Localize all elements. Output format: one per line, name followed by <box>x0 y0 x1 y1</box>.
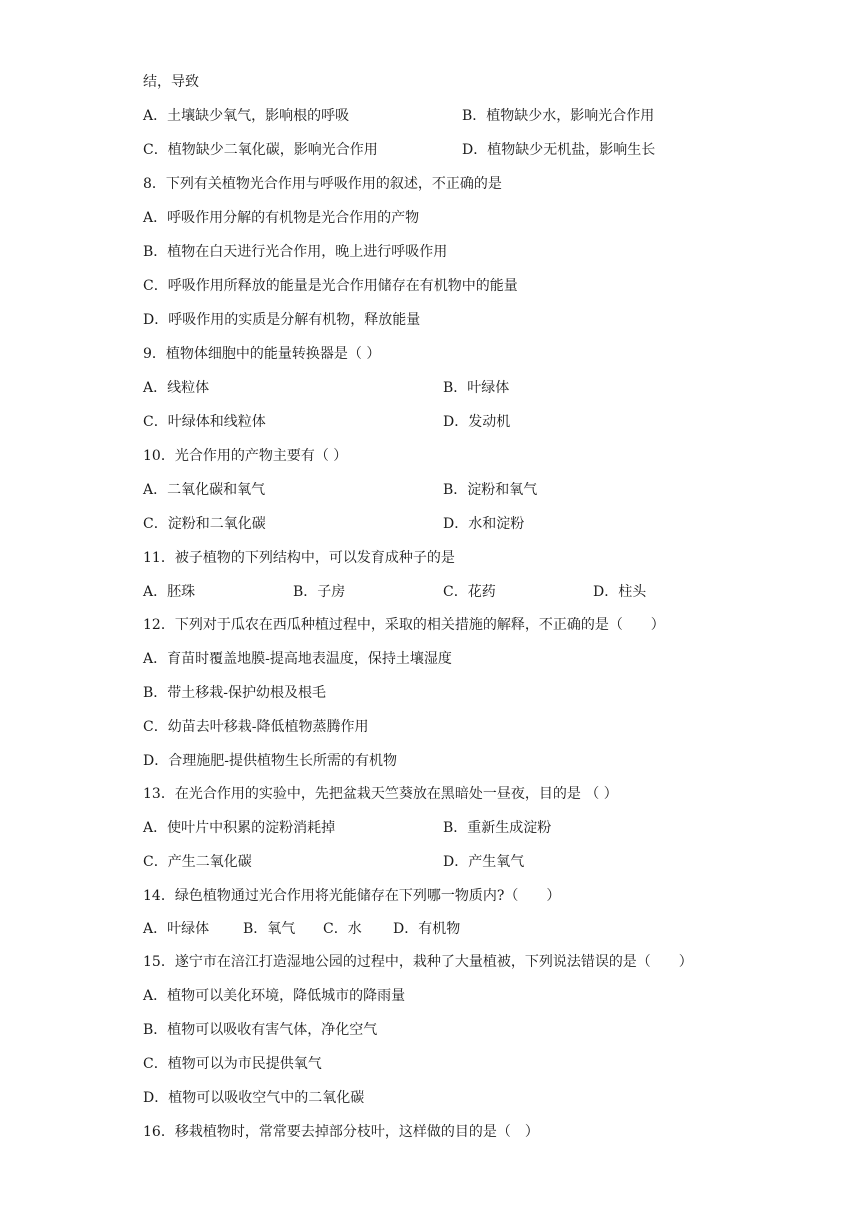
question-13-option-c: C．产生二氧化碳 <box>143 854 252 870</box>
question-13-option-d: D．产生氧气 <box>443 854 525 870</box>
question-15-option-b: B．植物可以吸收有害气体，净化空气 <box>143 1022 378 1038</box>
question-15-option-d: D．植物可以吸收空气中的二氧化碳 <box>143 1090 365 1106</box>
question-10-option-d: D．水和淀粉 <box>443 516 525 532</box>
question-14-option-a: A．叶绿体 <box>143 921 210 937</box>
question-7-option-c: C．植物缺少二氧化碳，影响光合作用 <box>143 142 378 158</box>
question-8-option-d: D．呼吸作用的实质是分解有机物，释放能量 <box>143 312 421 328</box>
question-16-stem: 16．移栽植物时，常常要去掉部分枝叶，这样做的目的是（ ） <box>143 1124 539 1140</box>
question-9-option-d: D．发动机 <box>443 414 511 430</box>
question-12-option-a: A．育苗时覆盖地膜-提高地表温度，保持土壤湿度 <box>143 651 452 667</box>
question-14-option-d: D．有机物 <box>393 921 461 937</box>
question-9-option-a: A．线粒体 <box>143 380 210 396</box>
question-7-stem-continuation: 结，导致 <box>143 74 199 90</box>
question-13-option-b: B．重新生成淀粉 <box>443 820 552 836</box>
question-9-option-b: B．叶绿体 <box>443 380 510 396</box>
question-8-option-b: B．植物在白天进行光合作用，晚上进行呼吸作用 <box>143 244 448 260</box>
question-11-stem: 11．被子植物的下列结构中，可以发育成种子的是 <box>143 550 455 566</box>
question-15-stem: 15．遂宁市在涪江打造湿地公园的过程中，栽种了大量植被，下列说法错误的是（ ） <box>143 954 693 970</box>
question-13-option-a: A．使叶片中积累的淀粉消耗掉 <box>143 820 336 836</box>
question-12-stem: 12．下列对于瓜农在西瓜种植过程中，采取的相关措施的解释，不正确的是（ ） <box>143 617 665 633</box>
question-11-option-b: B．子房 <box>293 584 346 600</box>
question-14-stem: 14．绿色植物通过光合作用将光能储存在下列哪一物质内?（ ） <box>143 888 561 904</box>
question-7-option-d: D．植物缺少无机盐，影响生长 <box>462 142 656 158</box>
question-11-option-c: C．花药 <box>443 584 496 600</box>
question-9-option-c: C．叶绿体和线粒体 <box>143 414 266 430</box>
question-10-option-a: A．二氧化碳和氧气 <box>143 482 266 498</box>
question-8-option-c: C．呼吸作用所释放的能量是光合作用储存在有机物中的能量 <box>143 278 518 294</box>
question-10-option-c: C．淀粉和二氧化碳 <box>143 516 266 532</box>
question-15-option-a: A．植物可以美化环境，降低城市的降雨量 <box>143 988 406 1004</box>
question-10-stem: 10．光合作用的产物主要有（ ） <box>143 448 348 464</box>
question-13-stem: 13．在光合作用的实验中，先把盆栽天竺葵放在黑暗处一昼夜，目的是 （ ） <box>143 786 618 802</box>
question-11-option-a: A．胚珠 <box>143 584 196 600</box>
question-8-option-a: A．呼吸作用分解的有机物是光合作用的产物 <box>143 210 420 226</box>
question-14-option-c: C．水 <box>323 921 362 937</box>
question-12-option-c: C．幼苗去叶移栽-降低植物蒸腾作用 <box>143 719 369 735</box>
question-7-option-a: A．土壤缺少氧气，影响根的呼吸 <box>143 108 350 124</box>
question-12-option-b: B．带土移栽-保护幼根及根毛 <box>143 685 327 701</box>
question-11-option-d: D．柱头 <box>593 584 647 600</box>
question-10-option-b: B．淀粉和氧气 <box>443 482 538 498</box>
question-7-option-b: B．植物缺少水，影响光合作用 <box>462 108 655 124</box>
question-14-option-b: B．氧气 <box>243 921 296 937</box>
question-12-option-d: D．合理施肥-提供植物生长所需的有机物 <box>143 753 397 769</box>
question-9-stem: 9．植物体细胞中的能量转换器是（ ） <box>143 346 381 362</box>
question-8-stem: 8．下列有关植物光合作用与呼吸作用的叙述，不正确的是 <box>143 176 502 192</box>
question-15-option-c: C．植物可以为市民提供氧气 <box>143 1056 322 1072</box>
